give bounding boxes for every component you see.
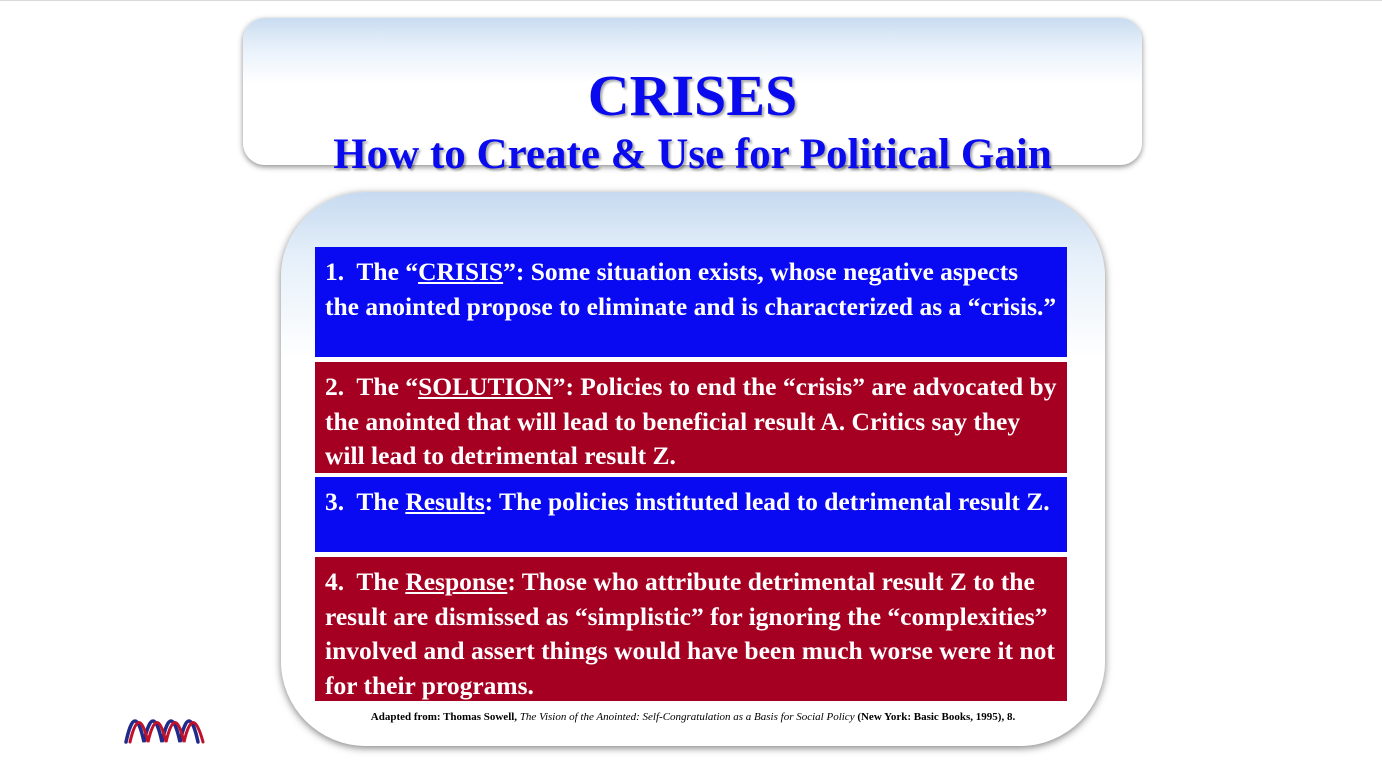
step-1-term: CRISIS: [418, 257, 504, 286]
step-1-after-term: ”: [503, 257, 516, 286]
step-3-number: 3.: [325, 487, 345, 516]
citation-prefix: Adapted from: Thomas Sowell,: [370, 711, 520, 723]
title-panel: [243, 18, 1142, 178]
page-subtitle: How to Create & Use for Political Gain: [333, 131, 1052, 178]
step-4-term: Response: [405, 567, 508, 596]
top-rule: [0, 0, 1382, 1]
citation-suffix: (New York: Basic Books, 1995), 8.: [854, 711, 1016, 723]
step-2-term: SOLUTION: [418, 372, 553, 401]
step-3-box: [315, 477, 1067, 552]
step-2-lead: The “: [356, 372, 419, 401]
step-2-text: : Policies to end the “crisis” are advocated by the anointed that will lead to beneficial result A. Critics say they will lead to detrimental result Z.: [325, 372, 1057, 470]
citation: [300, 710, 1086, 724]
page-title: CRISES: [587, 63, 798, 128]
step-4-lead: The: [356, 567, 406, 596]
step-2-after-term: ”: [552, 372, 566, 401]
step-1-lead: The “: [356, 257, 419, 286]
step-4-number: 4.: [325, 567, 345, 596]
step-1-box: [315, 247, 1067, 357]
step-1-text: : Some situation exists, whose negative aspects the anointed propose to eliminate and is characterized as a “crisis.”: [325, 257, 1057, 321]
dna-wave-logo-icon: [124, 712, 206, 746]
step-3-text: : The policies instituted lead to detrimental result Z.: [484, 487, 1050, 516]
step-3-lead: The: [356, 487, 406, 516]
step-3-term: Results: [405, 487, 485, 516]
step-4-box: [315, 557, 1067, 701]
step-1-number: 1.: [325, 257, 345, 286]
citation-book: The Vision of the Anointed: Self-Congratulation as a Basis for Social Policy: [519, 711, 855, 723]
step-2-box: [315, 362, 1067, 473]
step-2-number: 2.: [325, 372, 345, 401]
step-4-text: : Those who attribute detrimental result Z to the result are dismissed as “simplistic” for ignoring the “complexities” involved and assert things would have been much worse were it not for their programs.: [325, 567, 1055, 700]
